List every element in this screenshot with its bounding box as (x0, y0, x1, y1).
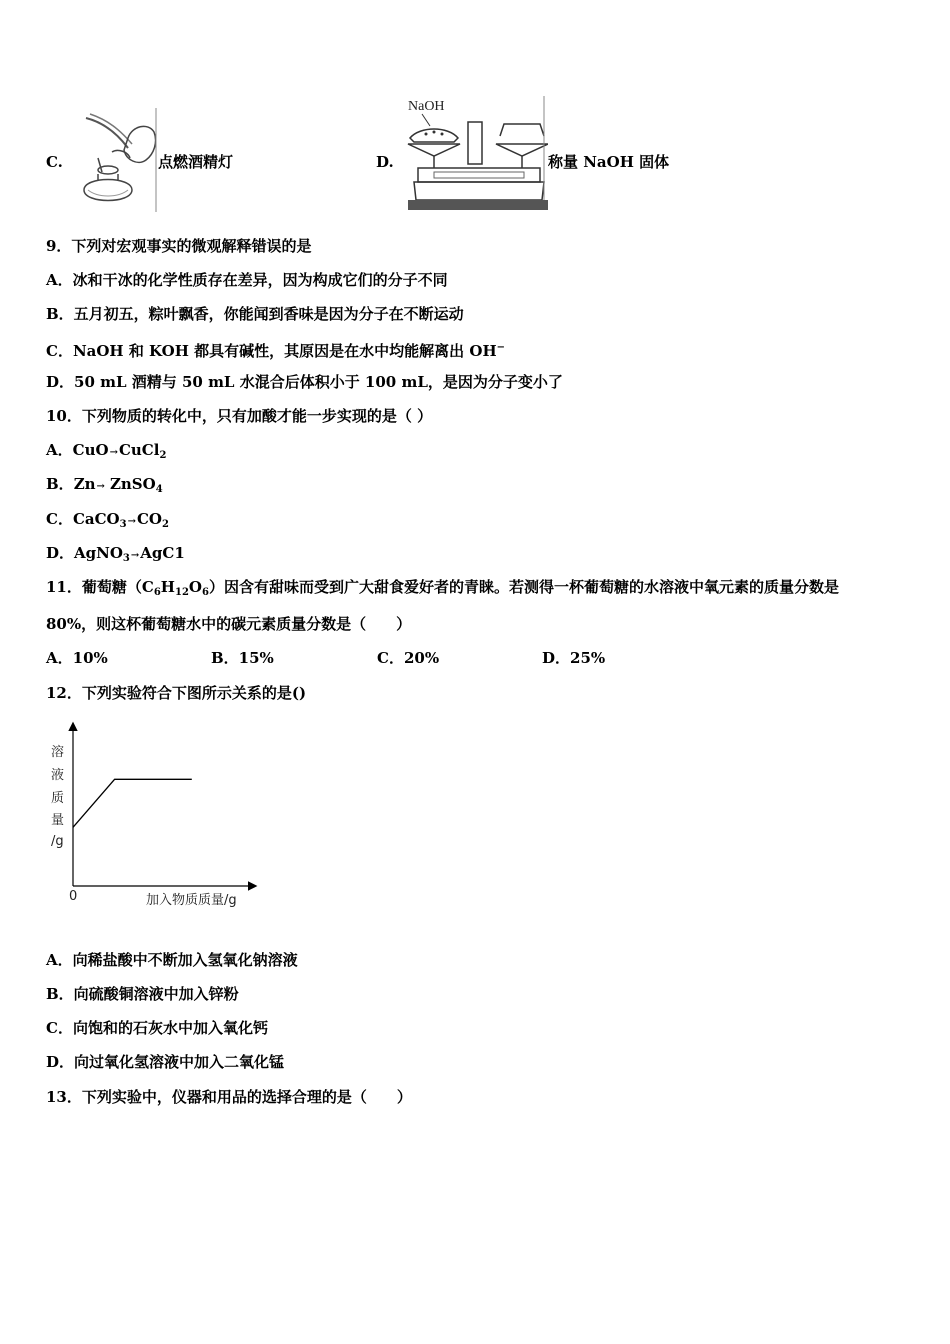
q11-sub-2: 12 (174, 587, 189, 598)
q10-b-from: Zn (73, 475, 96, 493)
origin-label: 0 (69, 889, 78, 904)
q11-option-a: A．10% (46, 649, 108, 667)
arrow-icon: → (96, 481, 105, 492)
q12-option-c: C．向饱和的石灰水中加入氧化钙 (46, 1019, 268, 1037)
q8-option-d-text: 称量 NaOH 固体 (548, 153, 670, 171)
ylabel-char-0: 溶 (51, 745, 65, 760)
q11-stem-pre: 11．葡萄糖（C (46, 578, 154, 596)
q10-a-to-sub: 2 (159, 450, 167, 461)
q10-b-to: ZnSO (109, 475, 156, 493)
q12-option-b: B．向硫酸铜溶液中加入锌粉 (46, 985, 239, 1003)
q10-b-to-sub: 4 (155, 484, 163, 495)
q11-option-c: C．20% (377, 649, 440, 667)
q10-d-to: AgC1 (140, 544, 185, 562)
q9-option-c-sup: − (496, 342, 506, 353)
naoh-tag: NaOH (408, 99, 445, 114)
q10-option-d (46, 543, 185, 569)
arrow-icon: → (127, 516, 136, 527)
q9-stem: 9．下列对宏观事实的微观解释错误的是 (46, 237, 312, 255)
q11-stem-post: ）因含有甜味而受到广大甜食爱好者的青睐。若测得一杯葡萄糖的水溶液中氧元素的质量分数是 (208, 578, 839, 596)
ylabel-char-2: 质 (51, 791, 65, 806)
q11-stem-line1 (46, 577, 839, 603)
xlabel: 加入物质质量/g (146, 893, 237, 908)
q10-c-from: CaCO (72, 510, 120, 528)
q10-b-label: B． (46, 475, 74, 493)
q12-option-a: A．向稀盐酸中不断加入氢氧化钠溶液 (46, 951, 298, 969)
q9-option-c-text: C．NaOH 和 KOH 都具有碱性，其原因是在水中均能解离出 OH (46, 342, 497, 360)
q8-option-c-label: C. (46, 153, 63, 171)
ylabel-char-4: /g (51, 834, 64, 849)
arrow-icon: → (130, 550, 140, 561)
series-line (73, 779, 192, 827)
q10-stem: 10．下列物质的转化中，只有加酸才能一步实现的是（ ） (46, 407, 433, 425)
ylabel-char-3: 量 (51, 813, 65, 828)
q10-c-to-sub: 2 (162, 519, 169, 530)
alcohol-lamp-lighting-image (72, 108, 158, 212)
balance-weighing-naoh-image (404, 96, 548, 212)
q10-c-to: CO (136, 510, 162, 528)
q8-option-d-label: D. (376, 153, 394, 171)
q11-sub-3: 6 (201, 587, 209, 598)
mass-chart (40, 716, 270, 916)
q9-option-a: A．冰和干冰的化学性质存在差异，因为构成它们的分子不同 (46, 271, 448, 289)
q10-d-from: AgNO (74, 544, 123, 562)
q9-option-b: B．五月初五，粽叶飘香，你能闻到香味是因为分子在不断运动 (46, 305, 464, 323)
q11-o: O (188, 578, 202, 596)
q12-option-d: D．向过氧化氢溶液中加入二氧化锰 (46, 1053, 285, 1071)
q10-option-b (46, 474, 163, 500)
q10-a-from: CuO (72, 441, 109, 459)
q10-c-from-sub: 3 (119, 519, 127, 530)
q10-d-from-sub: 3 (122, 553, 130, 564)
q10-option-c (46, 509, 169, 535)
q9-option-d: D．50 mL 酒精与 50 mL 水混合后体积小于 100 mL，是因为分子变小了 (46, 373, 563, 391)
q8-option-c-text: 点燃酒精灯 (158, 153, 234, 171)
q9-option-c (46, 338, 505, 361)
ylabel-char-1: 液 (51, 768, 65, 783)
q11-option-d: D．25% (542, 649, 606, 667)
q10-option-a (46, 440, 166, 466)
q10-a-label: A． (46, 441, 73, 459)
q11-option-b: B．15% (211, 649, 274, 667)
q10-d-label: D． (46, 544, 75, 562)
q11-sub-1: 6 (153, 587, 161, 598)
q11-h: H (160, 578, 175, 596)
q12-stem: 12．下列实验符合下图所示关系的是() (46, 684, 307, 702)
q13-stem: 13．下列实验中，仪器和用品的选择合理的是（ ） (46, 1088, 412, 1106)
q11-stem-line2: 80%，则这杯葡萄糖水中的碳元素质量分数是（ ） (46, 615, 412, 633)
q10-c-label: C． (46, 510, 73, 528)
q10-a-to: CuCl (118, 441, 160, 459)
arrow-icon: → (109, 447, 118, 458)
